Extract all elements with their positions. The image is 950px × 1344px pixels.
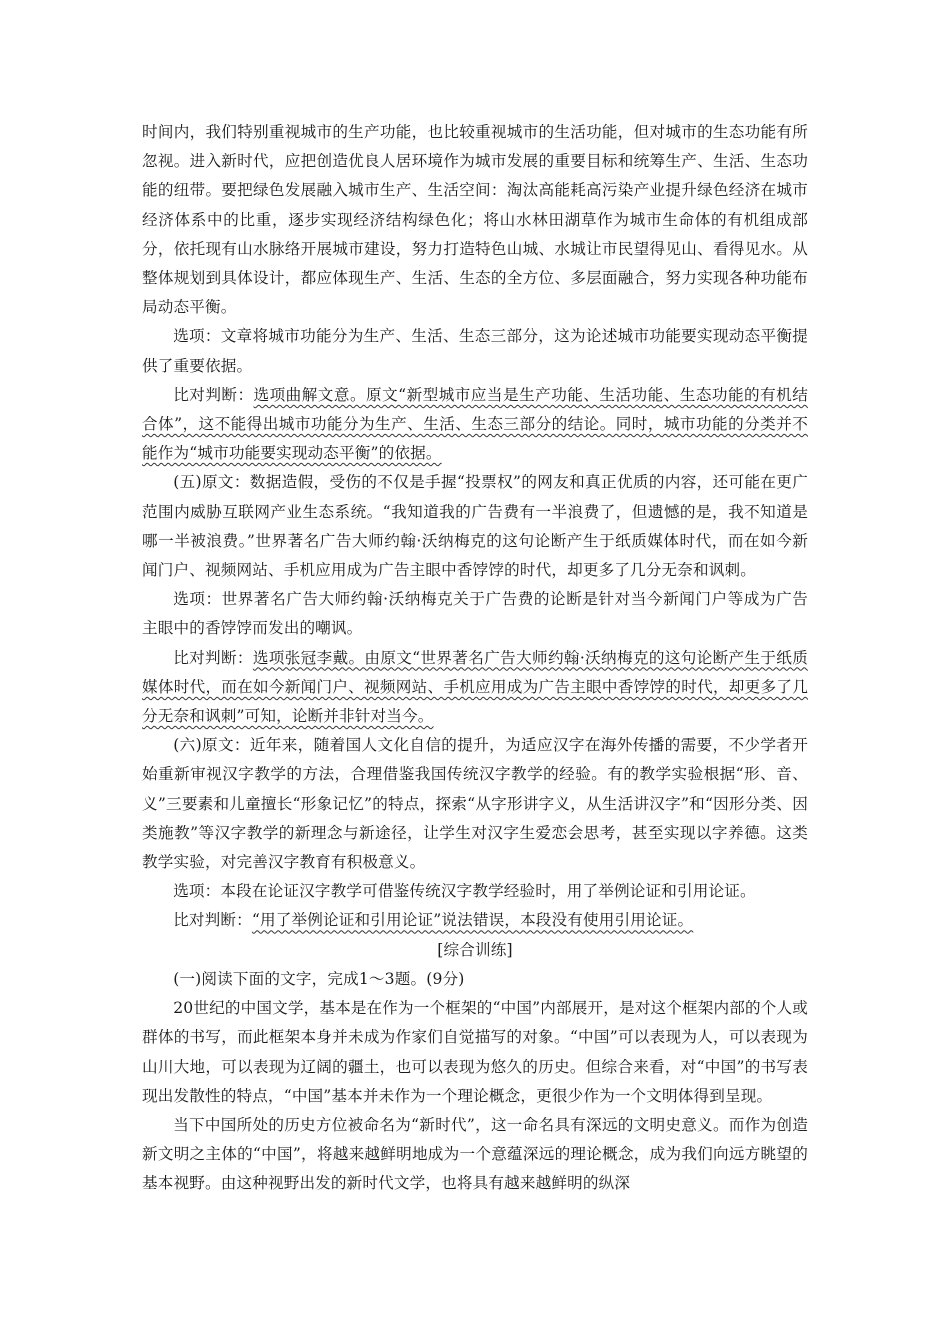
source-paragraph: (六)原文：近年来，随着国人文化自信的提升，为适应汉字在海外传播的需要，不少学者开始重新审视汉字教学的方法，合理借鉴我国传统汉字教学的经验。有的教学实验根据“形、音、义”三要素和儿童擅长“形象记忆”的特点，探索“从字形讲字义，从生活讲汉字”和“因形分类、因类施教”等汉字教学的新理念与新途径，让学生对汉字生爱恋会思考，甚至实现以字养德。这类教学实验，对完善汉字教育有积极意义。 <box>142 736 808 872</box>
judgment-label: 比对判断： <box>173 911 252 930</box>
judgment-label: 比对判断： <box>173 385 254 404</box>
option-paragraph: 选项：文章将城市功能分为生产、生活、生态三部分，这为论述城市功能要实现动态平衡提供了重要依据。 <box>142 327 808 375</box>
option-paragraph: 选项：世界著名广告大师约翰·沃纳梅克关于广告费的论断是针对当今新闻门户等成为广告主眼中的香饽饽而发出的嘲讽。 <box>142 590 808 638</box>
judgment-label: 比对判断： <box>173 648 253 667</box>
judgment-paragraph <box>142 644 808 732</box>
question-instruction: (一)阅读下面的文字，完成1～3题。(9分) <box>173 969 465 988</box>
source-paragraph: (五)原文：数据造假，受伤的不仅是手握“投票权”的网友和真正优质的内容，还可能在更广范围内威胁互联网产业生态系统。“我知道我的广告费有一半浪费了，但遗憾的是，我不知道是哪一半被浪费。”世界著名广告大师约翰·沃纳梅克的这句论断产生于纸质媒体时代，而在如今新闻门户、视频网站、手机应用成为广告主眼中香饽饽的时代，却更多了几分无奈和讽刺。 <box>142 473 808 580</box>
judgment-paragraph <box>142 381 808 469</box>
option-paragraph: 选项：本段在论证汉字教学可借鉴传统汉字教学经验时，用了举例论证和引用论证。 <box>173 882 756 901</box>
judgment-paragraph <box>142 906 808 935</box>
reading-paragraph: 20世纪的中国文学，基本是在作为一个框架的“中国”内部展开，是对这个框架内部的个人或群体的书写，而此框架本身并未成为作家们自觉描写的对象。“中国”可以表现为人，可以表现为山川大地，可以表现为辽阔的疆土，也可以表现为悠久的历史。但综合来看，对“中国”的书写表现出发散性的特点，“中国”基本并未作为一个理论概念，更很少作为一个文明体得到呈现。 <box>142 999 808 1105</box>
document-page <box>142 118 808 1199</box>
judgment-text: 选项曲解文意。原文“新型城市应当是生产功能、生活功能、生态功能的有机结合体”，这不能得出城市功能分为生产、生活、生态三部分的结论。同时，城市功能的分类并不能作为“城市功能要实现动态平衡”的依据。 <box>142 385 808 463</box>
paragraph-continuation: 时间内，我们特别重视城市的生产功能，也比较重视城市的生活功能，但对城市的生态功能有所忽视。进入新时代，应把创造优良人居环境作为城市发展的重要目标和统筹生产、生活、生态功能的纽带。要把绿色发展融入城市生产、生活空间：淘汰高能耗高污染产业提升绿色经济在城市经济体系中的比重，逐步实现经济结构绿色化；将山水林田湖草作为城市生命体的有机组成部分，依托现有山水脉络开展城市建设，努力打造特色山城、水城让市民望得见山、看得见水。从整体规划到具体设计，都应体现生产、生活、生态的全方位、多层面融合，努力实现各种功能布局动态平衡。 <box>142 123 808 317</box>
judgment-text: “用了举例论证和引用论证”说法错误，本段没有使用引用论证。 <box>251 911 694 930</box>
judgment-text: 选项张冠李戴。由原文“世界著名广告大师约翰·沃纳梅克的这句论断产生于纸质媒体时代，而在如今新闻门户、视频网站、手机应用成为广告主眼中香饽饽的时代，却更多了几分无奈和讽刺”可知，论断并非针对当今。 <box>142 648 808 726</box>
section-heading: [综合训练] <box>437 940 513 959</box>
reading-paragraph: 当下中国所处的历史方位被命名为“新时代”，这一命名具有深远的文明史意义。而作为创造新文明之主体的“中国”，将越来越鲜明地成为一个意蕴深远的理论概念，成为我们向远方眺望的基本视野。由这种视野出发的新时代文学，也将具有越来越鲜明的纵深 <box>142 1115 808 1193</box>
